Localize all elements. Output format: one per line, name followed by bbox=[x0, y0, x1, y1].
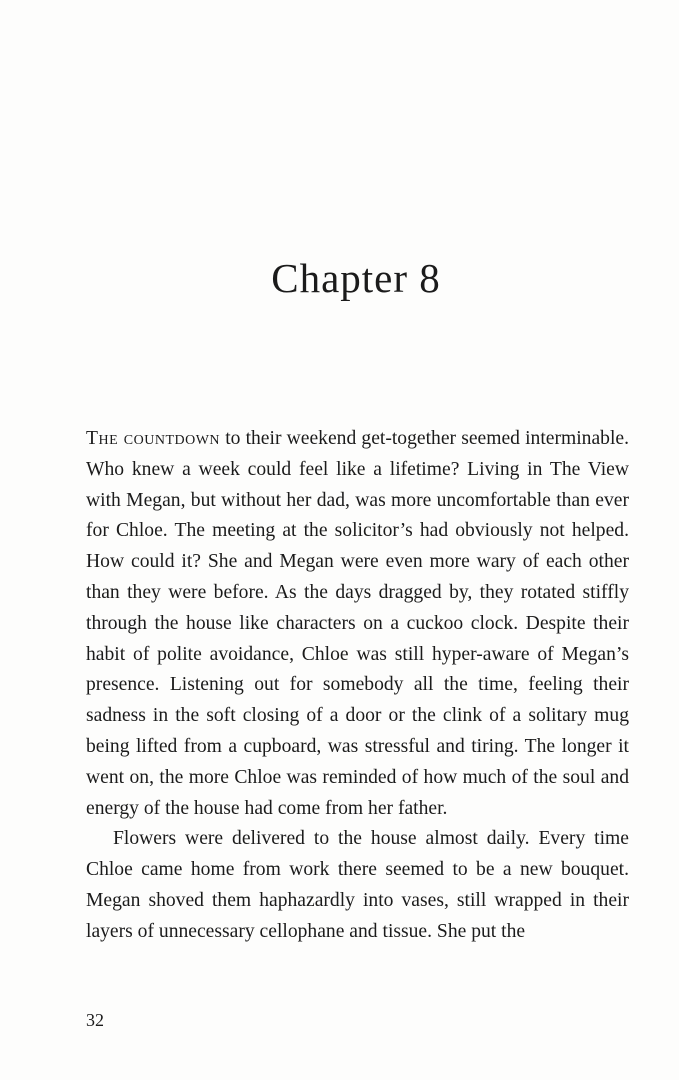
page-number: 32 bbox=[86, 1010, 104, 1030]
paragraph-1 bbox=[86, 424, 629, 824]
paragraph-2-text: Flowers were delivered to the house almost daily. Every time Chloe came home from work there seemed to be a new bouquet. Megan shoved them haphazardly into vases, still wrapped in their layers of unnecessary cellophane and tissue. She put the bbox=[86, 828, 629, 942]
paragraph-lead-smallcaps: The countdown bbox=[86, 428, 221, 449]
paragraph-1-text: to their weekend get-together seemed interminable. Who knew a week could feel like a lifetime? Living in The View with Megan, but without her dad, was more uncomfortable than ever for Chloe. The meeting at the solicitor’s had obviously not helped. How could it? She and Megan were even more wary of each other than they were before. As the days dragged by, they rotated stiffly through the house like characters on a cuckoo clock. Despite their habit of polite avoidance, Chloe was still hyper-aware of Megan’s presence. Listening out for somebody all the time, feeling their sadness in the soft closing of a door or the clink of a solitary mug being lifted from a cupboard, was stressful and tiring. The longer it went on, the more Chloe was reminded of how much of the soul and energy of the house had come from her father. bbox=[86, 428, 630, 819]
body-text bbox=[86, 424, 629, 948]
paragraph-2 bbox=[86, 824, 629, 947]
chapter-title: Chapter 8 bbox=[271, 255, 441, 301]
